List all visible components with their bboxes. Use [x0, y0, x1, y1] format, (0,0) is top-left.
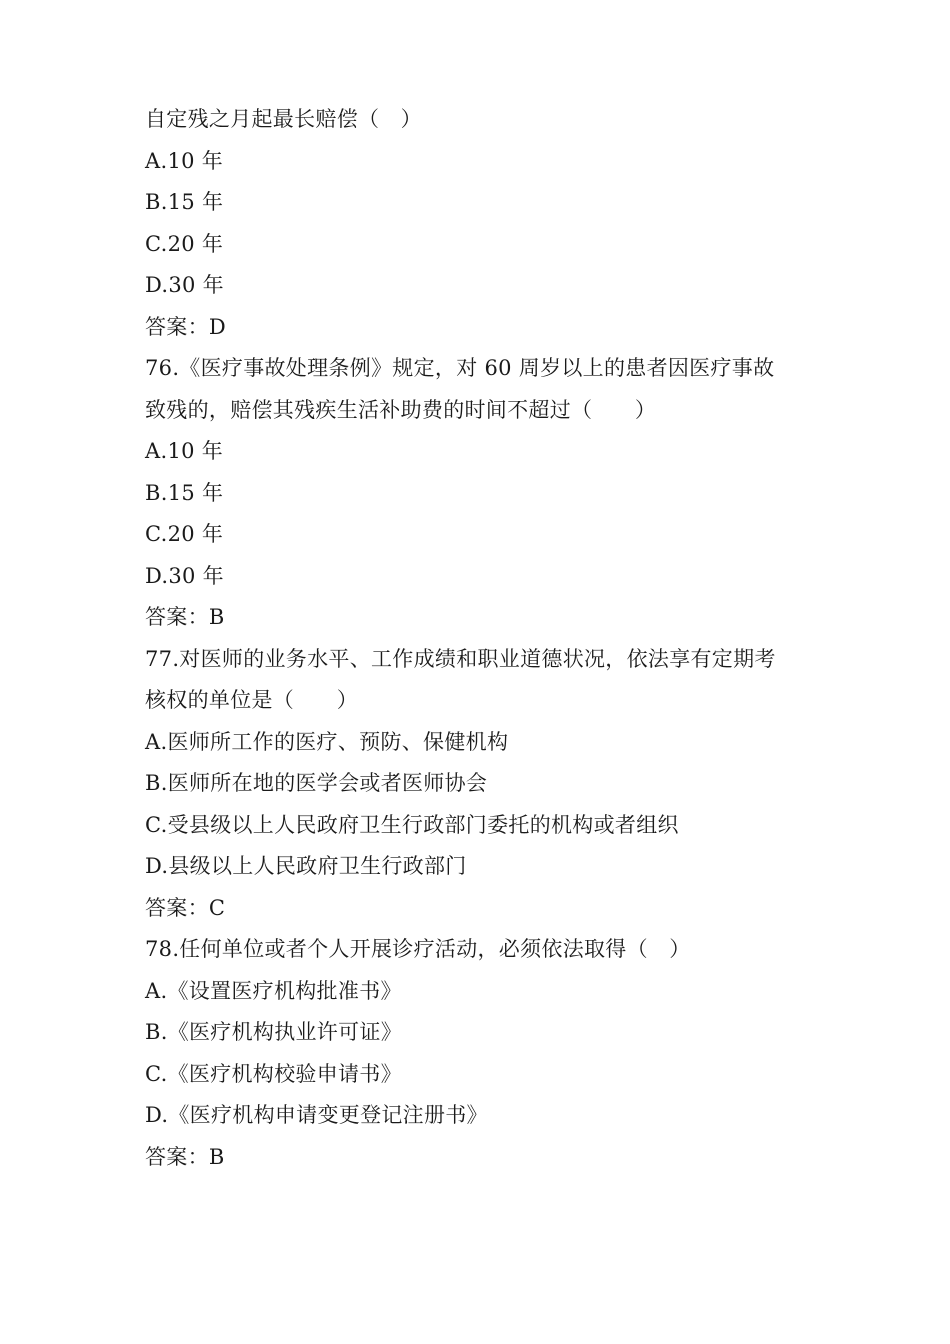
question-76-stem-line-1: 76.《医疗事故处理条例》规定，对 60 周岁以上的患者因医疗事故	[145, 356, 775, 380]
question-77-option-a: A.医师所工作的医疗、预防、保健机构	[145, 729, 509, 754]
question-75-option-b: B.15 年	[145, 190, 224, 214]
question-77-answer: 答案：C	[145, 895, 226, 920]
question-75-stem-continuation: 自定残之月起最长赔偿（ ）	[145, 107, 422, 131]
question-78-option-c: C.《医疗机构校验申请书》	[145, 1061, 402, 1086]
question-76-option-d: D.30 年	[145, 563, 224, 588]
question-77-option-b: B.医师所在地的医学会或者医师协会	[145, 771, 488, 795]
question-76-option-b: B.15 年	[145, 480, 224, 505]
question-78-answer: 答案：B	[145, 1144, 225, 1169]
question-75-option-d: D.30 年	[145, 273, 224, 297]
question-77-option-c: C.受县级以上人民政府卫生行政部门委托的机构或者组织	[145, 812, 679, 837]
question-76-stem-line-2: 致残的，赔偿其残疾生活补助费的时间不超过（ ）	[145, 397, 657, 422]
question-76-option-c: C.20 年	[145, 522, 224, 546]
question-76-option-a: A.10 年	[145, 439, 224, 463]
question-75-option-c: C.20 年	[145, 231, 224, 256]
question-75-option-a: A.10 年	[145, 148, 224, 173]
question-77-stem-line-2: 核权的单位是（ ）	[145, 688, 358, 712]
question-78-stem: 78.任何单位或者个人开展诊疗活动，必须依法取得（ ）	[145, 937, 691, 961]
question-76-answer: 答案：B	[145, 605, 225, 629]
question-77-option-d: D.县级以上人民政府卫生行政部门	[145, 854, 467, 878]
question-77-stem-line-1: 77.对医师的业务水平、工作成绩和职业道德状况，依法享有定期考	[145, 646, 776, 671]
question-75-answer: 答案：D	[145, 314, 227, 339]
question-78-option-b: B.《医疗机构执业许可证》	[145, 1020, 403, 1044]
question-78-option-a: A.《设置医疗机构批准书》	[145, 978, 402, 1003]
question-78-option-d: D.《医疗机构申请变更登记注册书》	[145, 1103, 488, 1127]
document-body	[145, 99, 825, 1178]
